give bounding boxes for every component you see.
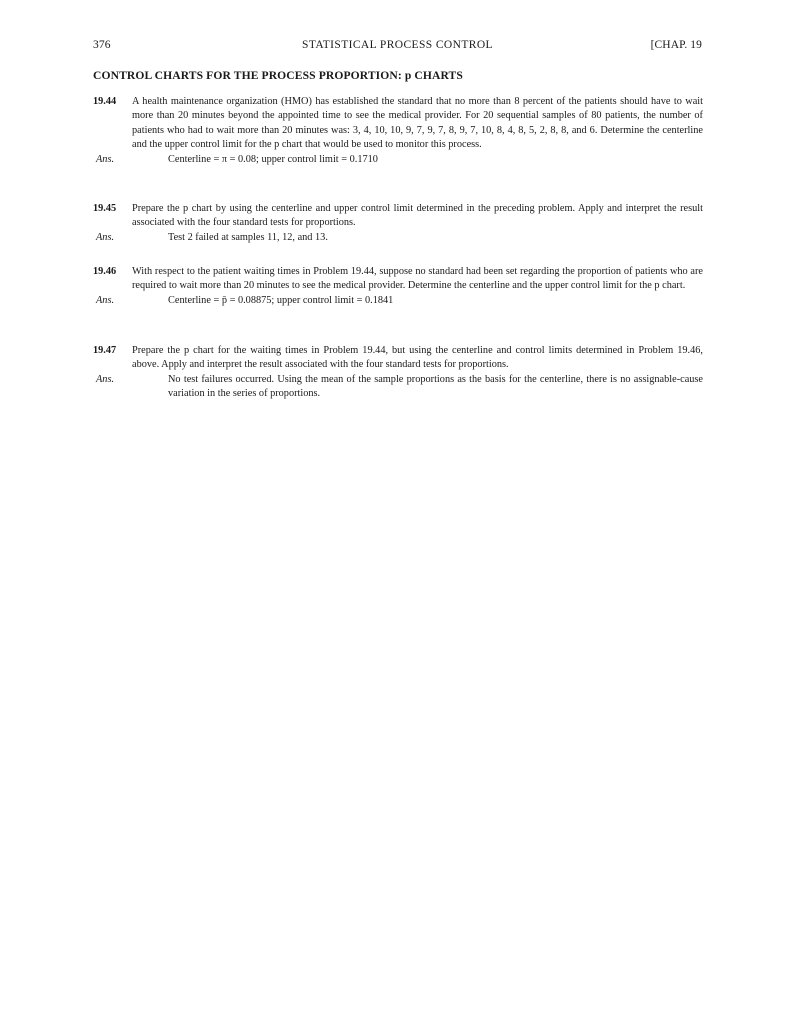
problem-text: Prepare the p chart by using the centerline and upper control limit determined in the preceding problem. Apply and interpret the result associated with the four standard tests for proportions. (132, 203, 703, 229)
problem-text: A health maintenance organization (HMO) has established the standard that no more than 8 percent of the patients should have to wait more than 20 minutes beyond the appointed time to see the medical provider. For 20 sequential samples of 80 patients, the number of patients who had to wait more than 20 minutes was: 3, 4, 10, 10, 9, 7, 9, 7, 8, 9, 7, 10, 8, 4, 8, 5, 2, 8, 8, and 6. Determine the centerline and the upper control limit for the p chart that would be used to monitor this process. (132, 96, 703, 151)
section-heading: CONTROL CHARTS FOR THE PROCESS PROPORTION: p CHARTS (93, 69, 463, 82)
answer-label: Ans. (96, 231, 115, 243)
problem-text: With respect to the patient waiting times in Problem 19.44, suppose no standard had been set regarding the proportion of patients who are required to wait more than 20 minutes to see the medical provider. Determine the centerline and the upper control limit for the p chart. (132, 266, 703, 292)
problem-19-45 (93, 202, 703, 245)
answer-text: Centerline = p̄ = 0.08875; upper control limit = 0.1841 (168, 294, 394, 306)
problem-text: Prepare the p chart for the waiting times in Problem 19.44, but using the centerline and control limits determined in Problem 19.46, above. Apply and interpret the result associated with the four standard tests for proportions. (132, 345, 703, 371)
page-number: 376 (93, 39, 111, 51)
running-head-title: STATISTICAL PROCESS CONTROL (302, 39, 493, 51)
answer-text: Test 2 failed at samples 11, 12, and 13. (168, 231, 328, 243)
problem-19-46 (93, 265, 703, 308)
chapter-label: [CHAP. 19 (650, 39, 702, 51)
answer-label: Ans. (96, 294, 115, 306)
answer (96, 373, 703, 402)
answer (96, 153, 703, 167)
answer (96, 231, 703, 245)
problem-number: 19.46 (93, 266, 117, 277)
answer (96, 294, 703, 308)
problem-number: 19.47 (93, 345, 117, 356)
answer-text: No test failures occurred. Using the mean of the sample proportions as the basis for the centerline, there is no assignable-cause variation in the series of proportions. (168, 373, 703, 400)
answer-label: Ans. (96, 373, 115, 385)
problem-19-47 (93, 344, 703, 402)
answer-label: Ans. (96, 153, 115, 165)
running-head (93, 39, 702, 55)
problem-19-44 (93, 95, 703, 167)
answer-text: Centerline = π = 0.08; upper control limit = 0.1710 (168, 153, 378, 165)
problem-number: 19.44 (93, 96, 117, 107)
problem-number: 19.45 (93, 203, 117, 214)
